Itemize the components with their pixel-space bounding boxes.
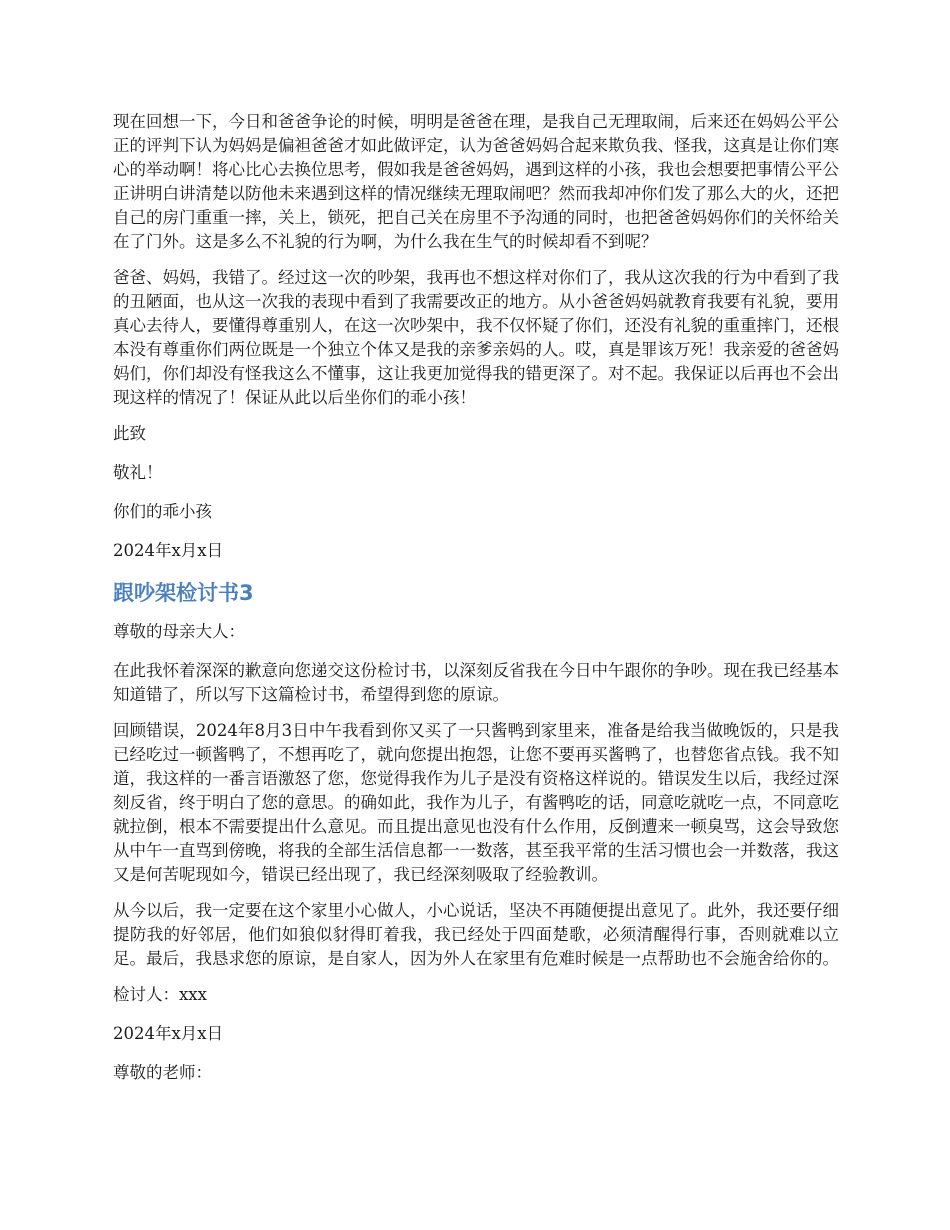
section-heading: 跟吵架检讨书3 bbox=[113, 581, 254, 605]
letter-date: 2024年x月x日 bbox=[113, 1024, 224, 1043]
letter-greeting: 尊敬的老师： bbox=[113, 1063, 212, 1082]
letter-signature: 检讨人：xxx bbox=[113, 985, 207, 1004]
body-paragraph: 爸爸、妈妈，我错了。经过这一次的吵架，我再也不想这样对你们了，我从这次我的行为中看到了我的丑陋面，也从这一次我的表现中看到了我需要改正的地方。从小爸爸妈妈就教育我要有礼貌，要用真心去待人，要懂得尊重别人，在这一次吵架中，我不仅怀疑了你们，还没有礼貌的重重摔门，还根本没有尊重你们两位既是一个独立个体又是我的亲爹亲妈的人。哎，真是罪该万死！我亲爱的爸爸妈妈们，你们却没有怪我这么不懂事，这让我更加觉得我的错更深了。对不起。我保证以后再也不会出现这样的情况了！保证从此以后坐你们的乖小孩！ bbox=[113, 268, 839, 407]
body-paragraph: 从今以后，我一定要在这个家里小心做人，小心说话，坚决不再随便提出意见了。此外，我还要仔细提防我的好邻居，他们如狼似豺得盯着我，我已经处于四面楚歌，必须清醒得行事，否则就难以立足。最后，我恳求您的原谅，是自家人，因为外人在家里有危难时候是一点帮助也不会施舍给你的。 bbox=[113, 901, 839, 968]
letter-signature: 你们的乖小孩 bbox=[113, 502, 212, 521]
body-paragraph: 现在回想一下，今日和爸爸争论的时候，明明是爸爸在理，是我自己无理取闹，后来还在妈妈公平公正的评判下认为妈妈是偏袒爸爸才如此做评定，认为爸爸妈妈合起来欺负我、怪我，这真是让你们寒心的举动啊！将心比心去换位思考，假如我是爸爸妈妈，遇到这样的小孩，我也会想要把事情公平公正讲明白讲清楚以防他未来遇到这样的情况继续无理取闹吧？然而我却冲你们发了那么大的火，还把自己的房门重重一摔，关上，锁死，把自己关在房里不予沟通的同时，也把爸爸妈妈你们的关怀给关在了门外。这是多么不礼貌的行为啊，为什么我在生气的时候却看不到呢？ bbox=[113, 112, 839, 251]
letter-date: 2024年x月x日 bbox=[113, 541, 224, 560]
body-paragraph: 在此我怀着深深的歉意向您递交这份检讨书，以深刻反省我在今日中午跟你的争吵。现在我已经基本知道错了，所以写下这篇检讨书，希望得到您的原谅。 bbox=[113, 661, 839, 704]
letter-closing: 此致 bbox=[113, 424, 146, 443]
letter-salute: 敬礼！ bbox=[113, 463, 163, 482]
body-paragraph: 回顾错误，2024年8月3日中午我看到你又买了一只酱鸭到家里来，准备是给我当做晚饭的，只是我已经吃过一顿酱鸭了，不想再吃了，就向您提出抱怨，让您不要再买酱鸭了，也替您省点钱。我不知道，我这样的一番言语激怒了您，您觉得我作为儿子是没有资格这样说的。错误发生以后，我经过深刻反省，终于明白了您的意思。的确如此，我作为儿子，有酱鸭吃的话，同意吃就吃一点，不同意吃就拉倒，根本不需要提出什么意见。而且提出意见也没有什么作用，反倒遭来一顿臭骂，这会导致您从中午一直骂到傍晚，将我的全部生活信息都一一数落，甚至我平常的生活习惯也会一并数落，我这又是何苦呢现如今，错误已经出现了，我已经深刻吸取了经验教训。 bbox=[113, 721, 839, 884]
document-page bbox=[113, 110, 839, 1100]
letter-greeting: 尊敬的母亲大人： bbox=[113, 622, 245, 641]
